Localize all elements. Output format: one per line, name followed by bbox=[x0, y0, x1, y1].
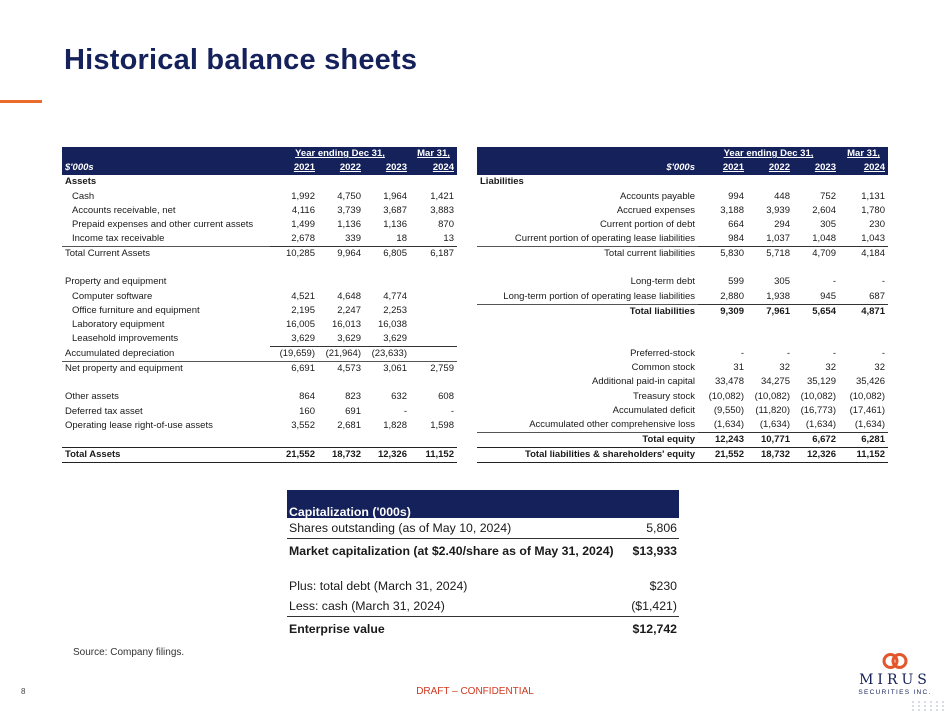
assets-cell: 6,691 bbox=[270, 362, 318, 377]
liabilities-cell: 1,131 bbox=[861, 190, 885, 202]
liabilities-period-label: Year ending Dec 31, bbox=[723, 148, 814, 160]
assets-cell: 823 bbox=[345, 391, 361, 403]
assets-row-label: Income tax receivable bbox=[72, 233, 165, 245]
liabilities-cell: 664 bbox=[728, 219, 744, 231]
liabilities-row bbox=[477, 432, 888, 447]
assets-row bbox=[62, 404, 457, 418]
assets-table-body bbox=[62, 175, 457, 462]
liabilities-row-label: Common stock bbox=[631, 362, 695, 374]
assets-row bbox=[62, 275, 457, 289]
liabilities-row bbox=[477, 404, 888, 418]
assets-cell: 1,499 bbox=[291, 219, 315, 231]
liabilities-row bbox=[477, 319, 888, 333]
liabilities-cell bbox=[698, 261, 747, 275]
capitalization-header: Capitalization ('000s) bbox=[287, 490, 679, 518]
draft-confidential-label: DRAFT – CONFIDENTIAL bbox=[416, 686, 534, 697]
company-logo bbox=[855, 652, 935, 696]
liabilities-cell: 12,326 bbox=[793, 447, 839, 462]
liabilities-cell: 6,281 bbox=[839, 432, 888, 447]
assets-cell: (19,659) bbox=[279, 348, 315, 360]
assets-cell: - bbox=[403, 405, 407, 417]
assets-row bbox=[62, 447, 457, 462]
assets-period-label: Year ending Dec 31, bbox=[295, 148, 385, 160]
assets-year: 2024 bbox=[432, 162, 454, 174]
liabilities-row-label: Additional paid-in capital bbox=[592, 376, 695, 388]
liabilities-cell: - bbox=[832, 276, 836, 288]
liabilities-row-label: Total current liabilities bbox=[477, 247, 698, 262]
assets-cell bbox=[318, 261, 364, 275]
liabilities-cell: 1,048 bbox=[793, 232, 839, 247]
assets-row bbox=[62, 376, 457, 390]
liabilities-cell: 1,043 bbox=[839, 232, 888, 247]
assets-cell bbox=[410, 304, 457, 318]
assets-cell: 864 bbox=[299, 391, 315, 403]
liabilities-cell: 31 bbox=[733, 362, 744, 374]
total-debt-label: Plus: total debt (March 31, 2024) bbox=[289, 579, 468, 593]
liabilities-mar-label: Mar 31, bbox=[847, 148, 880, 160]
liabilities-cell bbox=[793, 175, 839, 189]
liabilities-cell: 1,037 bbox=[747, 232, 793, 247]
assets-cell: 13 bbox=[410, 232, 457, 247]
liabilities-row-label: Long-term portion of operating lease liabilities bbox=[503, 290, 695, 302]
assets-cell: 2,681 bbox=[337, 419, 361, 431]
liabilities-cell: (10,082) bbox=[754, 390, 790, 402]
assets-cell bbox=[364, 175, 410, 189]
liabilities-cell: 1,938 bbox=[747, 290, 793, 305]
assets-cell: 4,521 bbox=[291, 290, 315, 302]
liabilities-cell: 305 bbox=[774, 276, 790, 288]
liabilities-cell: 294 bbox=[774, 219, 790, 231]
liabilities-row-label: Current portion of debt bbox=[599, 219, 695, 231]
assets-cell: 632 bbox=[391, 391, 407, 403]
capitalization-box bbox=[287, 490, 679, 640]
liabilities-row bbox=[477, 361, 888, 375]
source-note: Source: Company filings. bbox=[73, 647, 185, 658]
liabilities-cell: 448 bbox=[774, 190, 790, 202]
shares-outstanding-row bbox=[287, 518, 679, 538]
liabilities-cell: 4,184 bbox=[839, 247, 888, 262]
assets-cell: 339 bbox=[318, 232, 364, 247]
assets-year: 2022 bbox=[339, 162, 361, 174]
liabilities-row-label bbox=[477, 261, 698, 275]
liabilities-cell: (16,773) bbox=[800, 404, 836, 416]
assets-row-label: Deferred tax asset bbox=[65, 405, 143, 417]
assets-row bbox=[62, 347, 457, 362]
liabilities-row bbox=[477, 190, 888, 204]
assets-year: 2021 bbox=[293, 162, 315, 174]
assets-cell: 608 bbox=[438, 391, 454, 403]
assets-header-period bbox=[62, 147, 457, 161]
liabilities-cell bbox=[793, 333, 839, 347]
liabilities-cell: (10,082) bbox=[800, 390, 836, 402]
assets-cell bbox=[410, 433, 457, 447]
liabilities-cell: (11,820) bbox=[755, 404, 790, 416]
liabilities-cell: 2,880 bbox=[698, 290, 747, 305]
liabilities-row-label: Total liabilities bbox=[477, 304, 698, 319]
assets-cell bbox=[364, 275, 410, 289]
assets-cell: 1,136 bbox=[383, 219, 407, 231]
liabilities-cell: 305 bbox=[820, 219, 836, 231]
assets-cell bbox=[364, 261, 410, 275]
shares-outstanding-value: 5,806 bbox=[646, 521, 677, 535]
liabilities-cell: 5,830 bbox=[698, 247, 747, 262]
liabilities-cell: 599 bbox=[728, 276, 744, 288]
assets-cell: 3,629 bbox=[318, 332, 364, 347]
assets-row-label: Computer software bbox=[72, 290, 153, 302]
liabilities-cell: 10,771 bbox=[747, 432, 793, 447]
liabilities-cell: (1,634) bbox=[747, 418, 793, 433]
assets-row-label: Laboratory equipment bbox=[72, 318, 165, 330]
assets-row bbox=[62, 433, 457, 447]
liabilities-cell: - bbox=[740, 347, 744, 359]
assets-year: 2023 bbox=[385, 162, 407, 174]
liabilities-row-label: Accumulated deficit bbox=[612, 404, 695, 416]
liabilities-cell: (10,082) bbox=[708, 390, 744, 402]
assets-cell: 2,253 bbox=[383, 304, 407, 316]
liabilities-cell: (9,550) bbox=[713, 404, 744, 416]
liabilities-cell: (1,634) bbox=[698, 418, 747, 433]
assets-row bbox=[62, 290, 457, 304]
liabilities-header-years bbox=[477, 161, 888, 175]
liabilities-row bbox=[477, 275, 888, 289]
liabilities-row bbox=[477, 304, 888, 319]
assets-row bbox=[62, 390, 457, 404]
liabilities-cell bbox=[839, 261, 888, 275]
assets-cell: (21,964) bbox=[325, 348, 361, 360]
assets-cell: 3,061 bbox=[364, 362, 410, 377]
assets-cell bbox=[410, 318, 457, 332]
liabilities-cell: 33,478 bbox=[714, 376, 744, 388]
liabilities-cell: 752 bbox=[820, 190, 836, 202]
assets-cell bbox=[270, 376, 318, 390]
liabilities-row bbox=[477, 447, 888, 462]
liabilities-cell: 34,275 bbox=[760, 376, 790, 388]
liabilities-cell: 4,871 bbox=[839, 304, 888, 319]
liabilities-cell bbox=[747, 319, 793, 333]
liabilities-cell bbox=[839, 175, 888, 189]
accent-rule bbox=[0, 100, 42, 103]
assets-row-label: Cash bbox=[72, 190, 95, 202]
assets-row bbox=[62, 362, 457, 377]
liabilities-cell: 3,188 bbox=[720, 204, 744, 216]
assets-cell: 4,774 bbox=[383, 290, 407, 302]
liabilities-cell: 945 bbox=[793, 290, 839, 305]
liabilities-cell: 11,152 bbox=[839, 447, 888, 462]
assets-cell: 2,678 bbox=[270, 232, 318, 247]
liabilities-cell: 3,939 bbox=[766, 204, 790, 216]
liabilities-row bbox=[477, 389, 888, 403]
liabilities-cell: 18,732 bbox=[747, 447, 793, 462]
assets-cell: 4,648 bbox=[337, 290, 361, 302]
assets-row-label: Prepaid expenses and other current assets bbox=[72, 219, 254, 231]
liabilities-cell bbox=[839, 333, 888, 347]
liabilities-cell bbox=[747, 333, 793, 347]
liabilities-cell: 5,718 bbox=[747, 247, 793, 262]
enterprise-value-value: $12,742 bbox=[632, 621, 677, 636]
assets-cell: 16,005 bbox=[285, 318, 315, 330]
assets-cell bbox=[270, 275, 318, 289]
liabilities-cell: - bbox=[881, 347, 885, 359]
liabilities-row-label: Liabilities bbox=[480, 176, 524, 188]
shares-outstanding-label: Shares outstanding (as of May 10, 2024) bbox=[289, 521, 512, 535]
assets-row-label: Operating lease right-of-use assets bbox=[65, 419, 213, 431]
assets-cell bbox=[410, 332, 457, 347]
assets-cell: 1,992 bbox=[291, 190, 315, 202]
assets-row bbox=[62, 247, 457, 262]
enterprise-value-label: Enterprise value bbox=[289, 621, 385, 636]
assets-header-years bbox=[62, 161, 457, 175]
liabilities-cell: (1,634) bbox=[793, 418, 839, 433]
assets-cell: 4,573 bbox=[318, 362, 364, 377]
liabilities-cell bbox=[698, 319, 747, 333]
liabilities-table bbox=[477, 147, 888, 463]
liabilities-cell bbox=[747, 175, 793, 189]
assets-cell: 2,759 bbox=[410, 362, 457, 377]
assets-row bbox=[62, 304, 457, 318]
assets-cell: 6,805 bbox=[364, 247, 410, 262]
assets-row-label: Property and equipment bbox=[65, 276, 167, 288]
assets-cell: - bbox=[450, 405, 454, 417]
liabilities-year: 2022 bbox=[768, 162, 790, 174]
assets-row-label: Accounts receivable, net bbox=[72, 204, 176, 216]
assets-cell bbox=[410, 376, 457, 390]
liabilities-row bbox=[477, 290, 888, 305]
assets-cell: 10,285 bbox=[270, 247, 318, 262]
liabilities-row bbox=[477, 204, 888, 218]
assets-cell bbox=[364, 433, 410, 447]
liabilities-row bbox=[477, 232, 888, 247]
assets-cell: 4,116 bbox=[291, 204, 315, 216]
assets-cell bbox=[318, 275, 364, 289]
assets-row-label bbox=[62, 261, 270, 275]
assets-cell: 691 bbox=[345, 405, 361, 417]
liabilities-header-period bbox=[477, 147, 888, 161]
liabilities-row bbox=[477, 247, 888, 262]
liabilities-cell: 230 bbox=[869, 219, 885, 231]
assets-row bbox=[62, 190, 457, 204]
assets-cell: 2,247 bbox=[337, 304, 361, 316]
cap-spacer bbox=[287, 562, 679, 576]
liabilities-cell: 32 bbox=[874, 362, 885, 374]
liabilities-cell: 12,243 bbox=[698, 432, 747, 447]
assets-cell bbox=[410, 290, 457, 304]
assets-row bbox=[62, 175, 457, 189]
assets-row bbox=[62, 232, 457, 247]
assets-cell: 16,038 bbox=[377, 318, 407, 330]
liabilities-cell: - bbox=[832, 347, 836, 359]
assets-row-label bbox=[62, 376, 270, 390]
logo-name: MIRUS bbox=[859, 672, 931, 688]
liabilities-cell: - bbox=[786, 347, 790, 359]
logo-rings-icon bbox=[880, 652, 910, 670]
assets-row-label: Leasehold improvements bbox=[72, 333, 179, 345]
logo-subtitle: SECURITIES INC. bbox=[858, 689, 932, 696]
liabilities-cell: 687 bbox=[839, 290, 888, 305]
assets-cell: 16,013 bbox=[331, 318, 361, 330]
page-title: Historical balance sheets bbox=[64, 44, 418, 76]
assets-cell bbox=[364, 376, 410, 390]
liabilities-cell: 1,780 bbox=[861, 204, 885, 216]
liabilities-row-label: Long-term debt bbox=[630, 276, 695, 288]
assets-cell: 9,964 bbox=[318, 247, 364, 262]
assets-row-label: Total Assets bbox=[62, 447, 270, 462]
assets-cell bbox=[410, 261, 457, 275]
assets-cell: 1,964 bbox=[383, 190, 407, 202]
total-debt-value: $230 bbox=[649, 579, 677, 593]
liabilities-row-label: Treasury stock bbox=[633, 390, 695, 402]
assets-cell bbox=[318, 376, 364, 390]
liabilities-year: 2021 bbox=[722, 162, 744, 174]
liabilities-unit-label: $'000s bbox=[666, 162, 695, 174]
liabilities-row-label: Current portion of operating lease liabilities bbox=[514, 233, 695, 245]
liabilities-cell: 5,654 bbox=[793, 304, 839, 319]
liabilities-row-label bbox=[477, 319, 698, 333]
assets-cell: 3,629 bbox=[270, 332, 318, 347]
liabilities-cell: (1,634) bbox=[839, 418, 888, 433]
liabilities-cell: 4,709 bbox=[793, 247, 839, 262]
liabilities-row bbox=[477, 418, 888, 433]
cash-value: ($1,421) bbox=[631, 599, 677, 613]
assets-cell: 3,883 bbox=[430, 204, 454, 216]
assets-cell bbox=[270, 261, 318, 275]
liabilities-cell: 35,129 bbox=[806, 376, 836, 388]
assets-cell: 18 bbox=[364, 232, 410, 247]
assets-cell: 1,828 bbox=[383, 419, 407, 431]
assets-cell: 6,187 bbox=[410, 247, 457, 262]
liabilities-cell: 994 bbox=[728, 190, 744, 202]
assets-cell bbox=[410, 275, 457, 289]
liabilities-cell: 2,604 bbox=[812, 204, 836, 216]
assets-cell: 2,195 bbox=[291, 304, 315, 316]
cash-label: Less: cash (March 31, 2024) bbox=[289, 599, 445, 613]
market-cap-value: $13,933 bbox=[632, 543, 677, 558]
liabilities-row bbox=[477, 175, 888, 189]
liabilities-row bbox=[477, 347, 888, 361]
liabilities-cell: 32 bbox=[779, 362, 790, 374]
total-debt-row bbox=[287, 576, 679, 596]
assets-cell bbox=[270, 433, 318, 447]
liabilities-row-label: Total equity bbox=[477, 432, 698, 447]
assets-mar-label: Mar 31, bbox=[417, 148, 450, 160]
page-number: 8 bbox=[21, 687, 26, 696]
liabilities-row bbox=[477, 333, 888, 347]
assets-table bbox=[62, 147, 457, 463]
liabilities-cell: 7,961 bbox=[747, 304, 793, 319]
liabilities-cell: - bbox=[881, 276, 885, 288]
liabilities-cell bbox=[698, 333, 747, 347]
market-cap-row bbox=[287, 538, 679, 562]
liabilities-cell: (17,461) bbox=[849, 404, 885, 416]
liabilities-cell bbox=[793, 319, 839, 333]
liabilities-cell bbox=[747, 261, 793, 275]
liabilities-cell: 6,672 bbox=[793, 432, 839, 447]
assets-row-label: Accumulated depreciation bbox=[65, 347, 175, 359]
assets-row bbox=[62, 218, 457, 232]
liabilities-row-label: Accumulated other comprehensive loss bbox=[529, 418, 695, 430]
assets-row-label: Other assets bbox=[65, 391, 119, 403]
liabilities-row bbox=[477, 375, 888, 389]
assets-cell: 21,552 bbox=[270, 447, 318, 462]
assets-cell: 160 bbox=[299, 405, 315, 417]
liabilities-cell: 984 bbox=[698, 232, 747, 247]
liabilities-year: 2024 bbox=[863, 162, 885, 174]
assets-cell: 3,552 bbox=[291, 419, 315, 431]
liabilities-cell: 32 bbox=[825, 362, 836, 374]
liabilities-cell bbox=[839, 319, 888, 333]
assets-row bbox=[62, 419, 457, 433]
assets-cell: 870 bbox=[438, 219, 454, 231]
assets-row-label: Assets bbox=[65, 176, 97, 188]
assets-cell: 1,598 bbox=[430, 419, 454, 431]
liabilities-row-label: Total liabilities & shareholders' equity bbox=[477, 447, 698, 462]
assets-cell: 4,750 bbox=[337, 190, 361, 202]
assets-row bbox=[62, 318, 457, 332]
assets-row bbox=[62, 332, 457, 347]
assets-cell bbox=[410, 175, 457, 189]
enterprise-value-row bbox=[287, 616, 679, 640]
liabilities-cell: 9,309 bbox=[698, 304, 747, 319]
assets-cell bbox=[270, 175, 318, 189]
liabilities-row-label bbox=[477, 333, 698, 347]
liabilities-row bbox=[477, 218, 888, 232]
assets-cell: 1,421 bbox=[430, 190, 454, 202]
assets-row bbox=[62, 204, 457, 218]
liabilities-row-label: Accrued expenses bbox=[616, 204, 695, 216]
cash-row bbox=[287, 596, 679, 616]
liabilities-cell bbox=[793, 261, 839, 275]
assets-row bbox=[62, 261, 457, 275]
assets-cell bbox=[318, 175, 364, 189]
assets-cell: 3,739 bbox=[337, 204, 361, 216]
assets-cell: 1,136 bbox=[337, 219, 361, 231]
liabilities-cell bbox=[698, 175, 747, 189]
liabilities-row-label: Preferred-stock bbox=[630, 347, 695, 359]
assets-row-label: Office furniture and equipment bbox=[72, 304, 200, 316]
market-cap-label: Market capitalization (at $2.40/share as of May 31, 2024) bbox=[289, 543, 614, 558]
assets-cell: 11,152 bbox=[410, 447, 457, 462]
liabilities-table-body bbox=[477, 175, 888, 462]
liabilities-cell: 35,426 bbox=[855, 376, 885, 388]
assets-row-label: Total Current Assets bbox=[62, 247, 270, 262]
liabilities-cell: (10,082) bbox=[849, 390, 885, 402]
assets-cell: 3,687 bbox=[383, 204, 407, 216]
assets-cell: 3,629 bbox=[364, 332, 410, 347]
liabilities-row bbox=[477, 261, 888, 275]
assets-cell: 18,732 bbox=[318, 447, 364, 462]
liabilities-cell: 21,552 bbox=[698, 447, 747, 462]
assets-cell bbox=[410, 347, 457, 362]
assets-cell bbox=[318, 433, 364, 447]
assets-cell: 12,326 bbox=[364, 447, 410, 462]
assets-unit-label: $'000s bbox=[65, 162, 94, 174]
liabilities-row-label: Accounts payable bbox=[620, 190, 695, 202]
assets-row-label: Net property and equipment bbox=[62, 362, 270, 377]
assets-cell: (23,633) bbox=[371, 348, 407, 360]
assets-row-label bbox=[62, 433, 270, 447]
decorative-dots bbox=[910, 700, 946, 712]
liabilities-year: 2023 bbox=[814, 162, 836, 174]
